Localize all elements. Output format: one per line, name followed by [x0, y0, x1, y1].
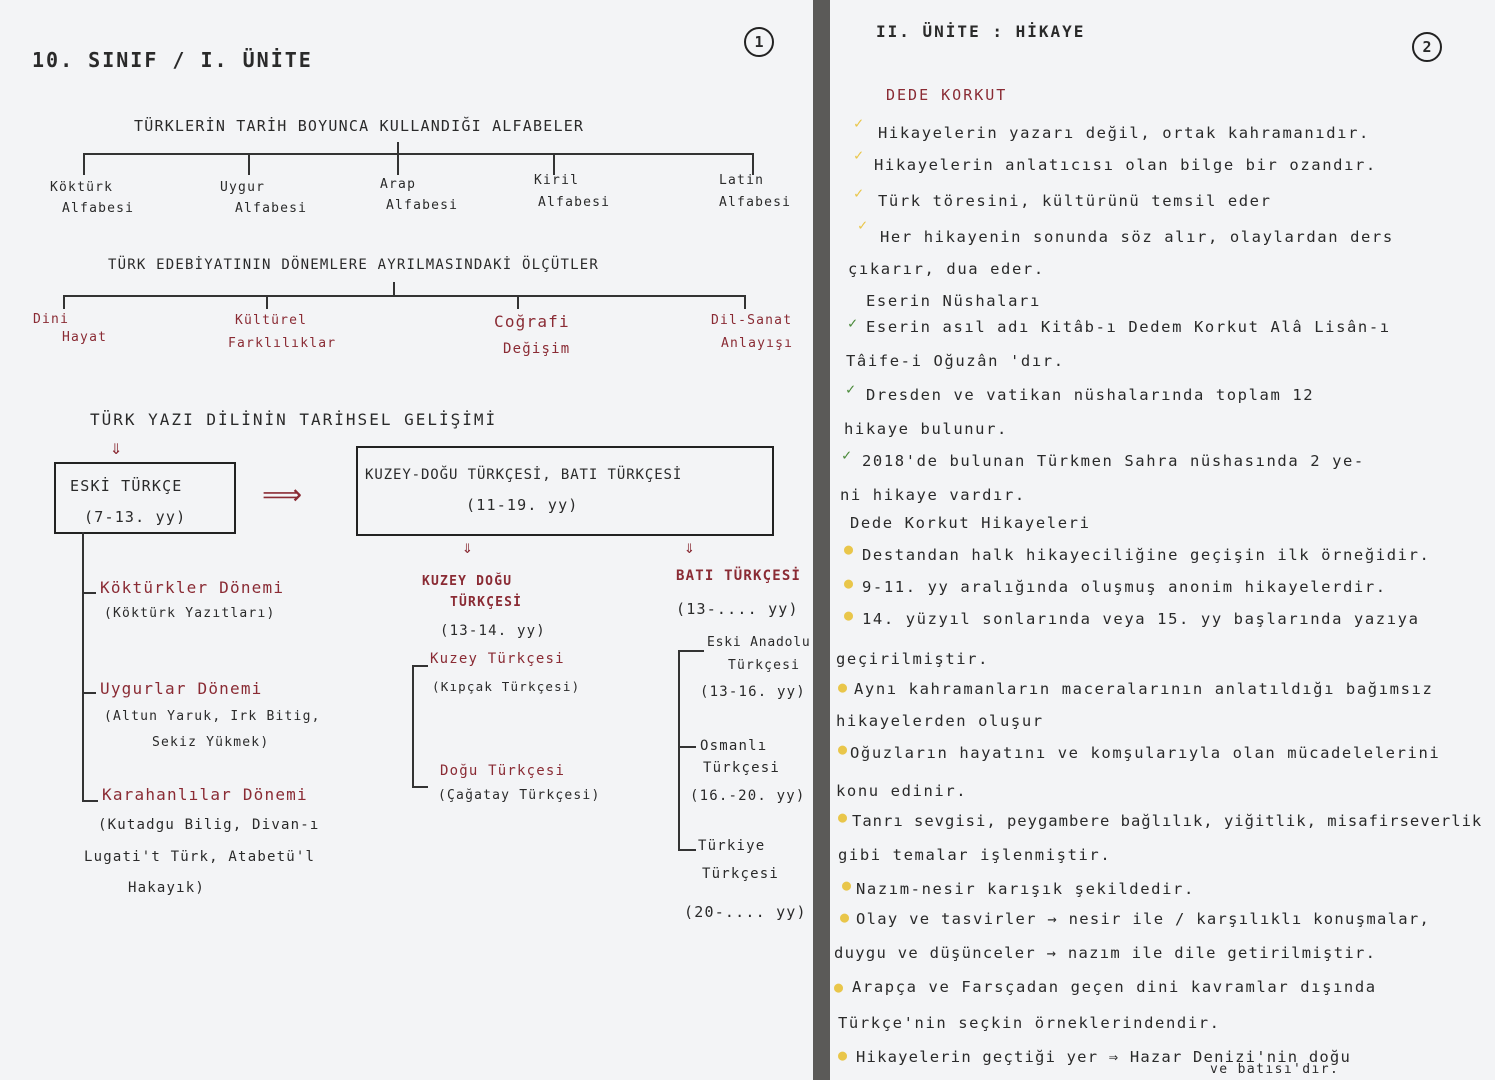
note-line: gibi temalar işlenmiştir.: [838, 846, 1112, 864]
subsection-title: Dede Korkut Hikayeleri: [850, 514, 1091, 532]
note-line: Arapça ve Farsçadan geçen dini kavramlar dışında: [852, 978, 1377, 996]
down-arrow-icon: ⇓: [110, 435, 124, 459]
check-icon: ✓: [842, 446, 853, 464]
note-line: geçirilmiştir.: [836, 650, 990, 668]
alphabet-item: Alfabesi: [719, 195, 792, 210]
development-title: TÜRK YAZI DİLİNİN TARİHSEL GELİŞİMİ: [90, 410, 498, 429]
branch-tick: [248, 153, 250, 175]
page-number-1: 1: [744, 27, 774, 57]
criteria-item: Coğrafi: [494, 312, 570, 331]
note-line: 9-11. yy aralığında oluşmuş anonim hikayelerdir.: [862, 578, 1387, 596]
bati-sub-title2: Türkçesi: [702, 866, 780, 882]
branch-tick: [83, 153, 85, 175]
criteria-item: Farklılıklar: [228, 336, 337, 351]
note-line: Hikayelerin yazarı değil, ortak kahramanıdır.: [878, 124, 1370, 142]
alphabet-item: Arap: [380, 177, 417, 192]
branch-tick: [678, 849, 696, 851]
note-line: Nazım-nesir karışık şekildedir.: [856, 880, 1195, 898]
note-line: Aynı kahramanların maceralarının anlatıldığı bağımsız: [854, 680, 1434, 698]
branch-tick: [412, 665, 428, 667]
bati-sub-range: (16.-20. yy): [690, 788, 806, 804]
period-sub: Hakayık): [128, 880, 206, 896]
alphabet-item: Alfabesi: [62, 201, 135, 216]
note-line: ni hikaye vardır.: [840, 486, 1026, 504]
note-line: Destandan halk hikayeciliğine geçişin ilk örneğidir.: [862, 546, 1431, 564]
note-line: Oğuzların hayatını ve komşularıyla olan mücadelelerini: [850, 744, 1441, 762]
note-line: Her hikayenin sonunda söz alır, olaylardan ders: [880, 228, 1394, 246]
note-line: Dresden ve vatikan nüshalarında toplam 12: [866, 386, 1315, 404]
bullet-icon: ●: [840, 908, 851, 926]
alphabet-item: Alfabesi: [235, 201, 308, 216]
note-line: hikaye bulunur.: [844, 420, 1008, 438]
bullet-icon: ●: [844, 540, 855, 558]
bullet-icon: ●: [838, 808, 849, 826]
eski-tree-line: [82, 532, 84, 802]
criteria-title: TÜRK EDEBİYATININ DÖNEMLERE AYRILMASINDAKİ ÖLÇÜTLER: [108, 257, 600, 273]
branch-tick: [82, 800, 98, 802]
eski-turkce-range: (7-13. yy): [84, 508, 187, 526]
bati-title: BATI TÜRKÇESİ: [676, 568, 802, 584]
branch-tick: [82, 692, 96, 694]
branch-tick: [744, 295, 746, 309]
check-icon: ✓: [854, 146, 865, 164]
kuzey-tree-line: [412, 665, 414, 787]
note-line: Hikayelerin geçtiği yer ⇒ Hazar Denizi'nin doğu: [856, 1048, 1351, 1066]
down-arrow-icon: ⇓: [684, 537, 697, 558]
page-header-right: II. ÜNİTE : HİKAYE: [876, 22, 1086, 41]
kuzey-sub-detail: (Çağatay Türkçesi): [438, 788, 601, 803]
note-line: Olay ve tasvirler → nesir ile / karşılıklı konuşmalar,: [856, 910, 1431, 928]
period-sub: (Altun Yaruk, Irk Bitig,: [104, 709, 321, 724]
bati-sub-title: Osmanlı: [700, 738, 768, 754]
kuzey-bati-title: KUZEY-DOĞU TÜRKÇESİ, BATI TÜRKÇESİ: [365, 467, 683, 483]
bullet-icon: ●: [834, 978, 845, 996]
criteria-item: Hayat: [62, 330, 108, 345]
bati-sub-title: Eski Anadolu: [707, 635, 811, 650]
branch-tick: [63, 295, 65, 309]
bullet-icon: ●: [838, 1046, 849, 1064]
bati-range: (13-.... yy): [676, 600, 799, 618]
kuzey-sub-title: Kuzey Türkçesi: [430, 651, 565, 667]
branch-tick: [678, 650, 704, 652]
bullet-icon: ●: [838, 678, 849, 696]
page-number-2: 2: [1412, 32, 1442, 62]
period-sub: Lugati't Türk, Atabetü'l: [84, 849, 316, 865]
kuzey-bati-box: [356, 446, 774, 536]
bullet-icon: ●: [844, 606, 855, 624]
bati-sub-title: Türkiye: [698, 838, 766, 854]
branch-tick: [82, 592, 96, 594]
alphabet-item: Alfabesi: [538, 195, 611, 210]
branch-tick: [266, 295, 268, 309]
criteria-item: Dini: [33, 312, 70, 327]
note-line: 2018'de bulunan Türkmen Sahra nüshasında 2 ye-: [862, 452, 1365, 470]
kuzey-dogu-range: (13-14. yy): [440, 623, 546, 639]
bullet-icon: ●: [842, 876, 853, 894]
note-line: konu edinir.: [836, 782, 968, 800]
check-icon: ✓: [858, 216, 869, 234]
kuzey-dogu-title: KUZEY DOĞU: [422, 574, 513, 589]
note-line: hikayelerden oluşur: [836, 712, 1044, 730]
note-line: duygu ve düşünceler → nazım ile dile getirilmiştir.: [834, 944, 1377, 962]
alphabet-item: Köktürk: [50, 180, 114, 195]
alphabets-title: TÜRKLERİN TARİH BOYUNCA KULLANDIĞI ALFABELER: [134, 117, 585, 135]
note-line: çıkarır, dua eder.: [848, 260, 1045, 278]
alphabet-item: Latin: [719, 173, 765, 188]
right-notebook-page: [830, 0, 1495, 1080]
check-icon: ✓: [854, 114, 865, 132]
note-line: Tanrı sevgisi, peygambere bağlılık, yiğitlik, misafirseverlik: [852, 812, 1483, 830]
period-title: Uygurlar Dönemi: [100, 679, 263, 698]
note-line: Türk töresini, kültürünü temsil eder: [878, 192, 1272, 210]
alphabet-item: Alfabesi: [386, 198, 459, 213]
period-sub: (Kutadgu Bilig, Divan-ı: [98, 817, 320, 833]
alphabet-item: Uygur: [220, 180, 266, 195]
right-arrow-icon: ⟹: [262, 478, 304, 511]
criteria-item: Anlayışı: [721, 336, 794, 351]
note-line: Türkçe'nin seçkin örneklerindendir.: [838, 1014, 1221, 1032]
note-line: ve batısı'dır.: [1210, 1062, 1340, 1077]
bati-sub-range: (20-.... yy): [684, 903, 807, 921]
period-sub: Sekiz Yükmek): [152, 735, 270, 750]
criteria-stem: [393, 282, 395, 296]
branch-tick: [517, 295, 519, 309]
criteria-item: Kültürel: [235, 313, 308, 328]
check-icon: ✓: [848, 314, 859, 332]
page-header-left: 10. SINIF / I. ÜNİTE: [32, 48, 313, 72]
branch-tick: [553, 153, 555, 175]
bullet-icon: ●: [844, 574, 855, 592]
bullet-icon: ●: [838, 740, 849, 758]
kuzey-sub-detail: (Kıpçak Türkçesi): [432, 679, 581, 694]
kuzey-sub-title: Doğu Türkçesi: [440, 763, 566, 779]
check-icon: ✓: [854, 184, 865, 202]
branch-tick: [412, 786, 428, 788]
bati-tree-line: [678, 650, 680, 850]
subsection-title: Eserin Nüshaları: [866, 292, 1041, 310]
criteria-branch-line: [63, 295, 746, 297]
alphabets-branch-line: [83, 153, 754, 155]
note-line: Tâife-i Oğuzân 'dır.: [846, 352, 1065, 370]
note-line: 14. yüzyıl sonlarında veya 15. yy başlarında yazıya: [862, 610, 1420, 628]
kuzey-dogu-title2: TÜRKÇESİ: [450, 595, 523, 610]
down-arrow-icon: ⇓: [462, 537, 475, 558]
period-title: Karahanlılar Dönemi: [102, 785, 308, 804]
note-line: Eserin asıl adı Kitâb-ı Dedem Korkut Alâ Lisân-ı: [866, 318, 1391, 336]
criteria-item: Dil-Sanat: [711, 313, 793, 328]
period-title: Köktürkler Dönemi: [100, 578, 285, 597]
criteria-item: Değişim: [503, 341, 571, 357]
branch-tick: [397, 153, 399, 175]
branch-tick: [678, 746, 696, 748]
alphabet-item: Kiril: [534, 173, 580, 188]
note-line: Hikayelerin anlatıcısı olan bilge bir ozandır.: [874, 156, 1377, 174]
bati-sub-range: (13-16. yy): [700, 684, 806, 700]
bati-sub-title2: Türkçesi: [728, 658, 801, 673]
period-sub: (Köktürk Yazıtları): [104, 606, 276, 621]
bati-sub-title2: Türkçesi: [703, 760, 781, 776]
section-title-dede-korkut: DEDE KORKUT: [886, 86, 1008, 104]
branch-tick: [752, 153, 754, 175]
check-icon: ✓: [846, 380, 857, 398]
kuzey-bati-range: (11-19. yy): [466, 496, 579, 514]
eski-turkce-title: ESKİ TÜRKÇE: [70, 477, 183, 495]
